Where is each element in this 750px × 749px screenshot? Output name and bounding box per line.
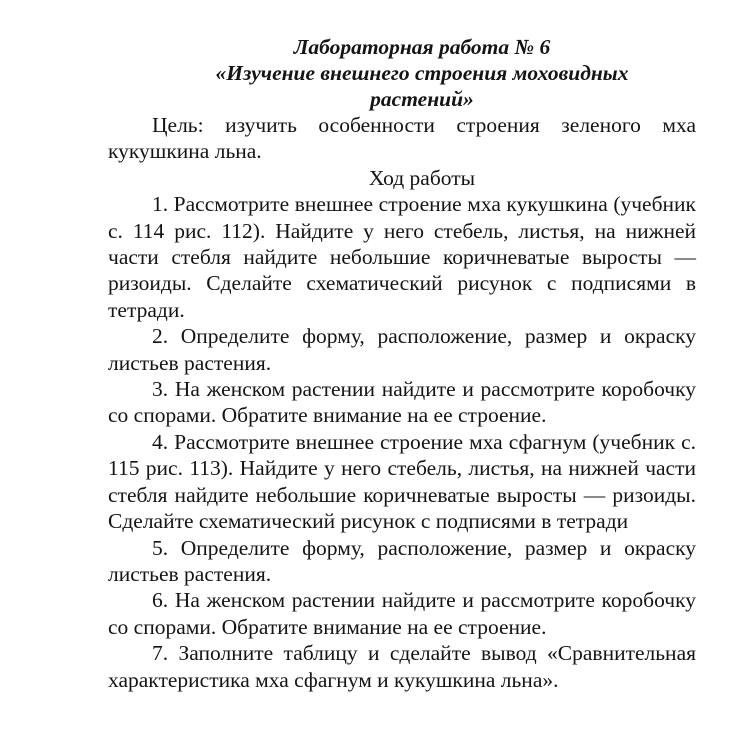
step-4: 4. Рассмотрите внешнее строение мха сфагнум (учебник с. 115 рис. 113). Найдите у него стебель, листья, на нижней части стебля найдите небольшие коричневатые выросты — ризоиды. Сделайте схематический рисунок с подписями в тетради [108, 429, 696, 534]
document-page [108, 34, 696, 693]
step-5: 5. Определите форму, расположение, размер и окраску листьев растения. [108, 535, 696, 586]
step-6: 6. На женском растении найдите и рассмотрите коробочку со спорами. Обратите внимание на ее строение. [108, 588, 696, 639]
step-1: 1. Рассмотрите внешнее строение мха кукушкина (учебник с. 114 рис. 112). Найдите у него стебель, листья, на нижней части стебля найдите небольшие коричневатые выросты — ризоиды. Сделайте схематический рисунок с подписями в тетради. [108, 192, 696, 322]
step-2: 2. Определите форму, расположение, размер и окраску листьев растения. [108, 324, 696, 375]
step-7: 7. Заполните таблицу и сделайте вывод «Сравнительная характеристика мха сфагнум и кукушкина льна». [108, 641, 696, 692]
document-body [108, 112, 696, 693]
step-3: 3. На женском растении найдите и рассмотрите коробочку со спорами. Обратите внимание на ее строение. [108, 377, 696, 428]
title-line-2: «Изучение внешнего строения моховидных [215, 61, 629, 85]
document-title [148, 34, 696, 112]
title-line-3: растений» [370, 87, 474, 111]
title-line-1: Лабораторная работа № 6 [293, 35, 551, 59]
procedure-heading: Ход работы [368, 165, 476, 190]
goal-paragraph: Цель: изучить особенности строения зеленого мха кукушкина льна. [108, 113, 696, 164]
